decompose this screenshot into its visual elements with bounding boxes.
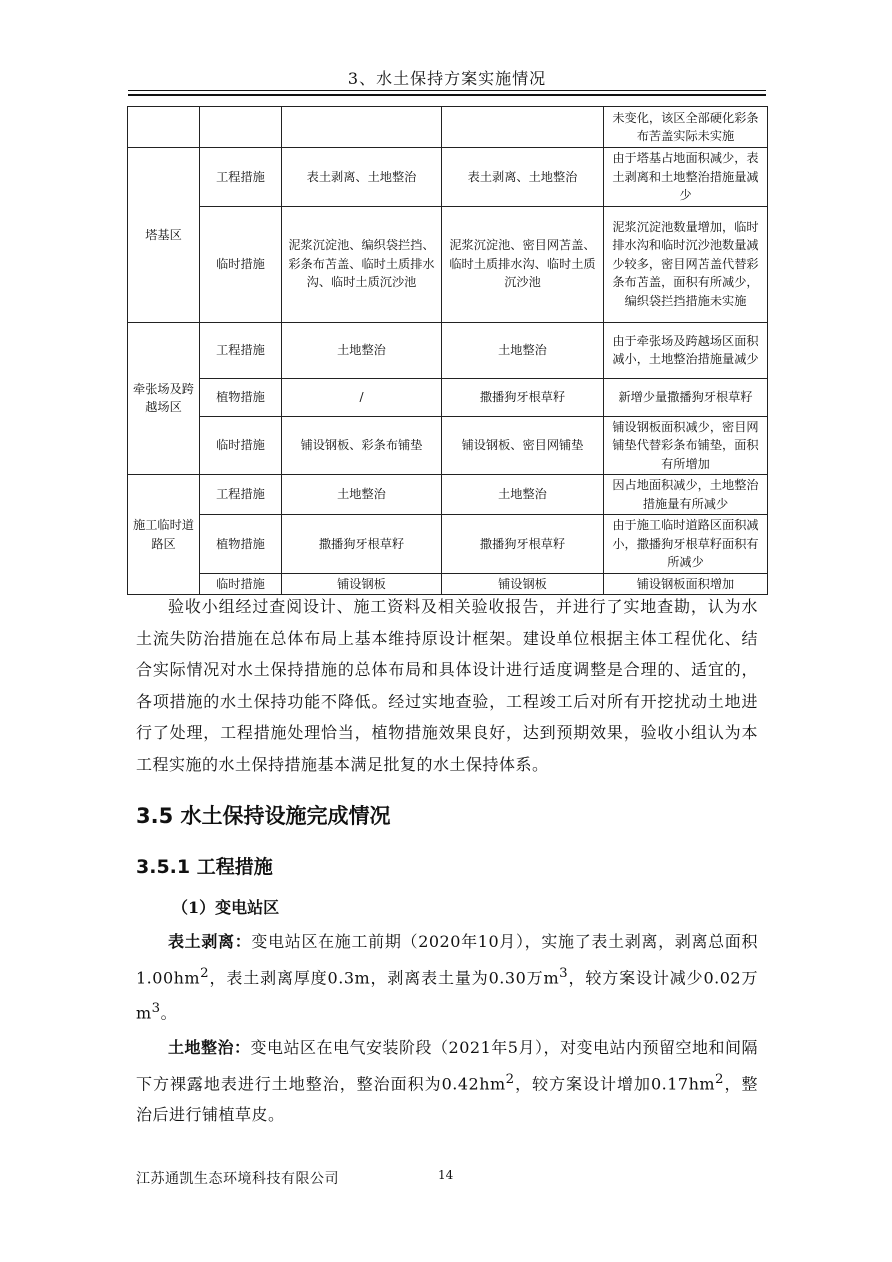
table-cell: 铺设钢板面积增加: [604, 573, 768, 595]
table-cell: 工程措施: [200, 475, 282, 515]
table-row: [128, 378, 768, 416]
table-cell: 撒播狗牙根草籽: [442, 378, 604, 416]
table-cell: 临时措施: [200, 206, 282, 322]
section-heading: 3.5 水土保持设施完成情况: [136, 804, 391, 828]
table-cell: 铺设钢板、密目网铺垫: [442, 416, 604, 475]
zone-cell: 施工临时道路区: [128, 475, 200, 595]
term-label: 土地整治：: [168, 1038, 251, 1057]
table-row: [128, 148, 768, 207]
superscript: 2: [715, 1071, 725, 1087]
measures-comparison-table: [127, 106, 768, 595]
table-cell: 临时措施: [200, 416, 282, 475]
footer-company-name: 江苏通凯生态环境科技有限公司: [136, 1171, 339, 1187]
table-cell: 铺设钢板: [442, 573, 604, 595]
paragraph-text: ，整治后进行铺植草皮。: [136, 1073, 758, 1125]
table-cell: 由于塔基占地面积减少，表土剥离和土地整治措施量减少: [604, 148, 768, 207]
page-number: 14: [438, 1168, 454, 1182]
table-row: [128, 206, 768, 322]
paragraph-text: 变电站区在施工前期（2020年10月），实施了表土剥离，剥离总面积1.00hm: [136, 932, 758, 987]
table-cell: 泥浆沉淀池数量增加，临时排水沟和临时沉沙池数量减少较多，密目网苫盖代替彩条布苫盖，面积有所减少，编织袋拦挡措施未实施: [604, 206, 768, 322]
topsoil-stripping-paragraph: [136, 926, 758, 1029]
table-cell: 临时措施: [200, 573, 282, 595]
zone-cell: 牵张场及跨越场区: [128, 322, 200, 475]
table-cell: 土地整治: [282, 475, 442, 515]
land-remediation-paragraph: [136, 1032, 758, 1131]
table-cell: 土地整治: [442, 322, 604, 378]
header-rule-thin: [128, 90, 766, 91]
table-cell: [282, 107, 442, 148]
table-row: [128, 475, 768, 515]
table-row: [128, 416, 768, 475]
table-cell: 撒播狗牙根草籽: [282, 515, 442, 574]
table-cell: 未变化，该区全部硬化彩条布苦盖实际未实施: [604, 107, 768, 148]
zone-heading: （1）变电站区: [172, 898, 280, 917]
table-row: [128, 515, 768, 574]
page-header-title: 3、水土保持方案实施情况: [347, 69, 547, 88]
table-cell: [200, 107, 282, 148]
table-cell: 表土剥离、土地整治: [442, 148, 604, 207]
table-row: [128, 322, 768, 378]
superscript: 3: [559, 965, 569, 981]
table-cell: 铺设钢板、彩条布铺垫: [282, 416, 442, 475]
paragraph-text: ，较方案设计减少0.02万m: [136, 967, 758, 1023]
table-cell: 铺设钢板面积减少，密目网铺垫代替彩条布铺垫，面积有所增加: [604, 416, 768, 475]
superscript: 2: [505, 1071, 515, 1087]
table-cell: 表土剥离、土地整治: [282, 148, 442, 207]
table-cell: 泥浆沉淀池、密目网苫盖、临时土质排水沟、临时土质沉沙池: [442, 206, 604, 322]
paragraph-text: ，较方案设计增加0.17hm: [514, 1073, 716, 1093]
table-cell: 由于施工临时道路区面积减小，撒播狗牙根草籽面积有所减少: [604, 515, 768, 574]
header-rule-thick: [128, 94, 766, 96]
table-cell: 土地整治: [282, 322, 442, 378]
table-cell: [442, 107, 604, 148]
table-cell: 泥浆沉淀池、编织袋拦挡、彩条布苫盖、临时土质排水沟、临时土质沉沙池: [282, 206, 442, 322]
superscript: 2: [200, 965, 210, 981]
superscript: 3: [151, 1001, 161, 1017]
paragraph-text: 变电站区在电气安装阶段（2021年5月），对变电站内预留空地和间隔下方裸露地表进行土地整治，整治面积为0.42hm: [136, 1038, 758, 1093]
table-cell: 植物措施: [200, 515, 282, 574]
table-cell: 植物措施: [200, 378, 282, 416]
acceptance-conclusion-paragraph: 验收小组经过查阅设计、施工资料及相关验收报告，并进行了实地查勘，认为水土流失防治措施在总体布局上基本维持原设计框架。建设单位根据主体工程优化、结合实际情况对水土保持措施的总体布局和具体设计进行适度调整是合理的、适宜的，各项措施的水土保持功能不降低。经过实地查验，工程竣工后对所有开挖扰动土地进行了处理，工程措施处理恰当，植物措施效果良好，达到预期效果，验收小组认为本工程实施的水土保持措施基本满足批复的水土保持体系。: [136, 597, 758, 774]
paragraph-text: 。: [160, 1003, 178, 1023]
table-cell: 工程措施: [200, 148, 282, 207]
table-cell: 土地整治: [442, 475, 604, 515]
table-cell: [128, 107, 200, 148]
table-cell: 撒播狗牙根草籽: [442, 515, 604, 574]
table-cell: /: [282, 378, 442, 416]
zone-cell: 塔基区: [128, 148, 200, 323]
table-cell: 因占地面积减少，土地整治措施量有所减少: [604, 475, 768, 515]
table-cell: 铺设钢板: [282, 573, 442, 595]
table-cell: 由于牵张场及跨越场区面积减小，土地整治措施量减少: [604, 322, 768, 378]
subsection-heading: 3.5.1 工程措施: [136, 856, 273, 878]
paragraph-text: ，表土剥离厚度0.3m，剥离表土量为0.30万m: [209, 967, 560, 987]
term-label: 表土剥离：: [168, 932, 252, 951]
table-row: [128, 107, 768, 148]
table-cell: 工程措施: [200, 322, 282, 378]
table-cell: 新增少量撒播狗牙根草籽: [604, 378, 768, 416]
